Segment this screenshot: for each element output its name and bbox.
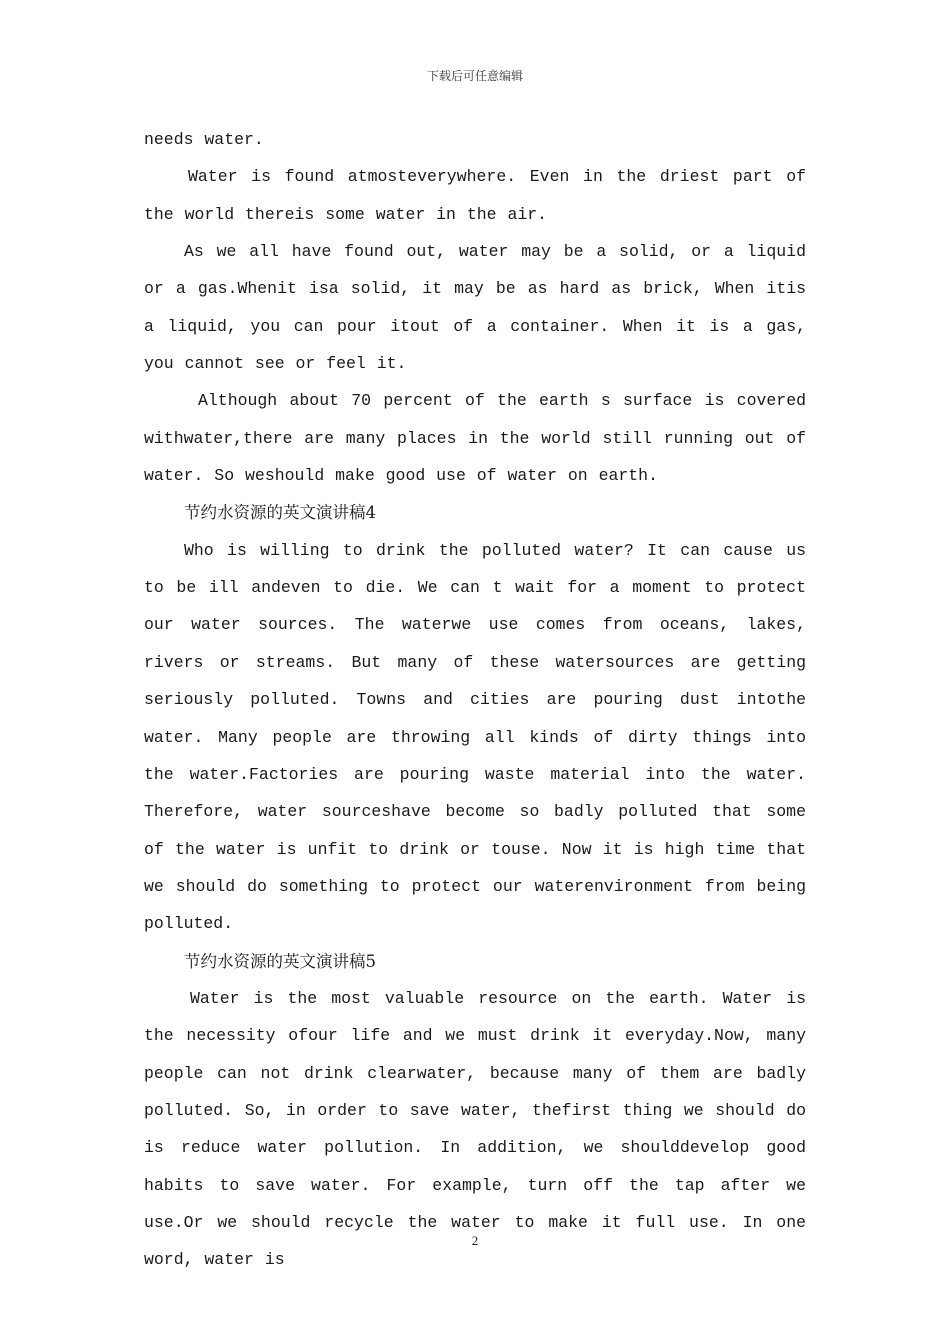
section-heading-5: 节约水资源的英文演讲稿5 [184, 951, 376, 971]
paragraph-2: Water is found atmosteverywhere. Even in the driest part of the world thereis some water in the air. [144, 167, 806, 224]
paragraph-1: needs water. [144, 130, 264, 149]
paragraph-6: Water is the most valuable resource on the earth. Water is the necessity ofour life and we must drink it everyday.Now, many people can not drink clearwater, because many of them are badly polluted. So, in order to save water, thefirst thing we should do is reduce water pollution. In addition, we shoulddevelop good habits to save water. For example, turn off the tap after we use.Or we should recycle the water to make it full use. In one word, water is [144, 988, 806, 1270]
page-number: 2 [471, 1233, 479, 1248]
paragraph-5: Who is willing to drink the polluted water? It can cause us to be ill andeven to die. We can t wait for a moment to protect our water sources. The waterwe use comes from oceans, lakes, rivers or streams. But many of these watersources are getting seriously polluted. Towns and cities are pouring dust intothe water. Many people are throwing all kinds of dirty things into the water.Factories are pouring waste material into the water. Therefore, water sourceshave become so badly polluted that some of the water is unfit to drink or touse. Now it is high time that we should do something to protect our waterenvironment from being polluted. [144, 540, 806, 934]
section-heading-4: 节约水资源的英文演讲稿4 [184, 503, 376, 523]
document-body [144, 121, 806, 1279]
page-header: 下载后可任意编辑 [426, 69, 523, 83]
paragraph-3: As we all have found out, water may be a solid, or a liquid or a gas.Whenit isa solid, it may be as hard as brick, When itis a liquid, you can pour itout of a container. When it is a gas, you cannot see or feel it. [144, 242, 806, 374]
paragraph-4: Although about 70 percent of the earth s surface is covered withwater,there are many places in the world still running out of water. So weshould make good use of water on earth. [144, 391, 806, 486]
